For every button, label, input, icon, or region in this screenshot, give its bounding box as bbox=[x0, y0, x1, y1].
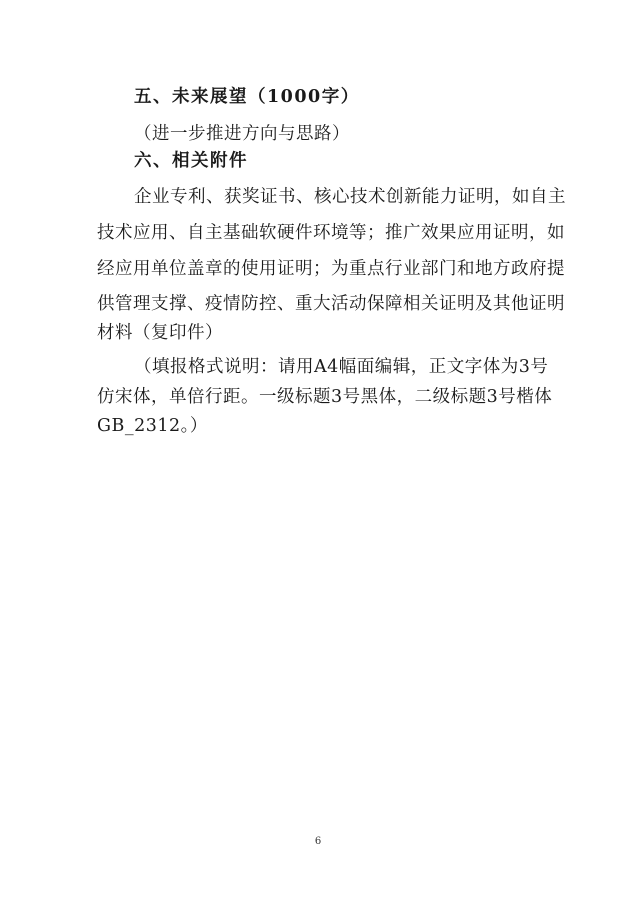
attachments-body-line-2: 技术应用、自主基础软硬件环境等；推广效果应用证明，如 bbox=[97, 223, 565, 243]
section-heading-future-outlook: 五、未来展望（1000字） bbox=[134, 87, 360, 107]
format-note-line-1: （填报格式说明：请用A4幅面编辑，正文字体为3号 bbox=[134, 357, 549, 377]
attachments-body-line-3: 经应用单位盖章的使用证明；为重点行业部门和地方政府提 bbox=[97, 259, 565, 279]
format-note-line-3: GB_2312。） bbox=[97, 416, 208, 436]
attachments-body-line-4: 供管理支撑、疫情防控、重大活动保障相关证明及其他证明 bbox=[97, 294, 565, 314]
attachments-body-line-1: 企业专利、获奖证书、核心技术创新能力证明，如自主 bbox=[134, 187, 566, 207]
page-number: 6 bbox=[314, 836, 322, 847]
section-note-future-outlook: （进一步推进方向与思路） bbox=[134, 124, 350, 144]
format-note-line-2: 仿宋体，单倍行距。一级标题3号黑体，二级标题3号楷体 bbox=[97, 387, 553, 407]
attachments-body-line-5: 材料（复印件） bbox=[97, 323, 223, 343]
section-heading-attachments: 六、相关附件 bbox=[134, 151, 248, 171]
